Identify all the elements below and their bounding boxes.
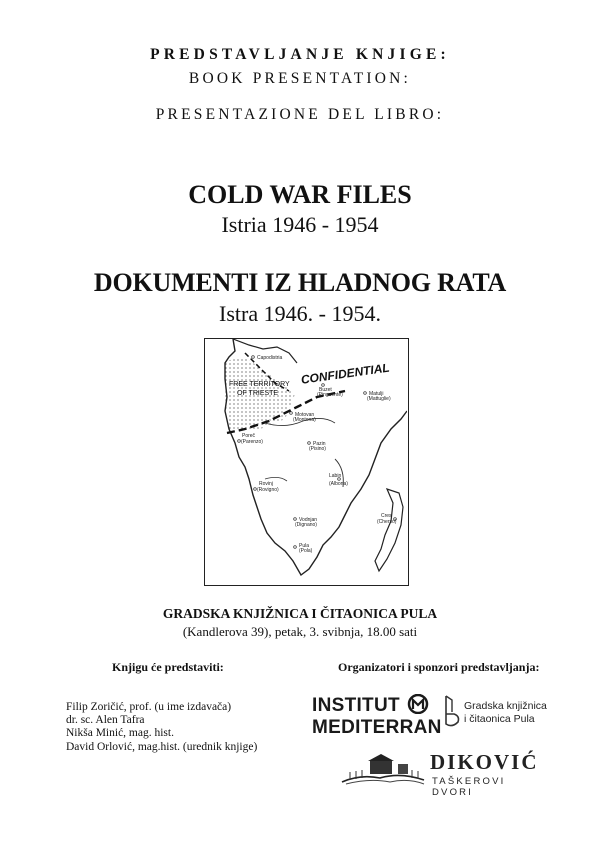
- institut-line1: INSTITUT: [312, 695, 400, 716]
- confidential-stamp: [300, 361, 390, 387]
- town-labin: Labin: [329, 473, 342, 479]
- header-line-en: BOOK PRESENTATION:: [188, 70, 412, 87]
- presenter-item: Filip Zoričić, prof. (u ime izdavača): [66, 701, 232, 713]
- town-porec-alt: (Parenzo): [241, 439, 263, 445]
- cres-island: [375, 489, 403, 571]
- town-vodnjan-alt: (Dignano): [295, 522, 317, 528]
- venue-name: GRADSKA KNJIŽNICA I ČITAONICA PULA: [162, 606, 438, 621]
- m-circle-icon: [407, 694, 429, 714]
- institut-text: [312, 694, 430, 717]
- town-matulji-alt: (Mattuglie): [367, 396, 391, 402]
- town-matulji: Matulji: [369, 391, 384, 397]
- sponsors-heading: Organizatori i sponzori predstavljanja:: [338, 660, 540, 674]
- town-rovinj-alt: (Rovigno): [257, 487, 279, 493]
- library-line1: Gradska knjižnica: [464, 700, 547, 712]
- territory-label-1: FREE TERRITORY: [229, 381, 290, 388]
- town-vodnjan: Vodnjan: [299, 517, 318, 523]
- subtitle-en: Istria 1946 - 1954: [221, 212, 379, 237]
- vineyard-illustration-icon: [340, 752, 426, 788]
- presenter-item: dr. sc. Alen Tafra: [66, 714, 145, 727]
- venue-details: (Kandlerova 39), petak, 3. svibnja, 18.00 sati: [182, 624, 418, 639]
- town-rovinj: Rovinj: [259, 481, 273, 487]
- istria-map: [204, 338, 409, 586]
- town-buzet: Buzet: [319, 387, 332, 393]
- town-pula: Pula: [299, 543, 310, 549]
- presenter-item: David Orlović, mag.hist. (urednik knjige): [66, 740, 258, 753]
- town-labin-alt: (Albona): [329, 481, 348, 487]
- presenter-item: Nikša Minić, mag. hist.: [66, 727, 174, 740]
- title-hr: DOKUMENTI IZ HLADNOG RATA: [93, 268, 507, 297]
- header-line-it: PRESENTAZIONE DEL LIBRO:: [155, 106, 445, 123]
- town-cres: Cres: [381, 513, 392, 519]
- dikovic-logo: [340, 750, 540, 798]
- library-logo: [440, 694, 560, 734]
- town-capodistria: Capodistria: [257, 355, 283, 361]
- town-pazin: Pazin: [313, 441, 326, 447]
- subtitle-hr: Istra 1946. - 1954.: [219, 301, 381, 326]
- town-motovan: Motovan: [295, 412, 315, 418]
- institut-mediterran-logo: [312, 694, 442, 744]
- institut-line2: MEDITERRAN: [312, 717, 442, 738]
- town-pazin-alt: (Pisino): [309, 446, 326, 452]
- town-motovan-alt: (Montona): [293, 417, 316, 423]
- presenters-list: [66, 701, 257, 754]
- dikovic-subtitle: TAŠKEROVI DVORI: [432, 776, 506, 798]
- town-pula-alt: (Pola): [299, 548, 313, 554]
- confidential-stamp-text: CONFIDENTIAL: [300, 360, 391, 387]
- library-text: [464, 700, 547, 725]
- town-porec: Poreč: [242, 433, 256, 439]
- header-line-hr: PREDSTAVLJANJE KNJIGE:: [150, 46, 450, 63]
- title-en: COLD WAR FILES: [188, 180, 412, 209]
- library-book-icon: [440, 694, 462, 730]
- presenters-heading: Knjigu će predstaviti:: [112, 660, 224, 674]
- town-cres-alt: (Cherso): [377, 519, 397, 525]
- town-buzet-alt: (Pinguente): [317, 392, 343, 398]
- territory-label-2: OF TRIESTE: [237, 390, 279, 397]
- dikovic-name: DIKOVIĆ: [430, 750, 539, 774]
- istria-map-svg: [205, 339, 407, 584]
- library-line2: i čitaonica Pula: [464, 712, 535, 725]
